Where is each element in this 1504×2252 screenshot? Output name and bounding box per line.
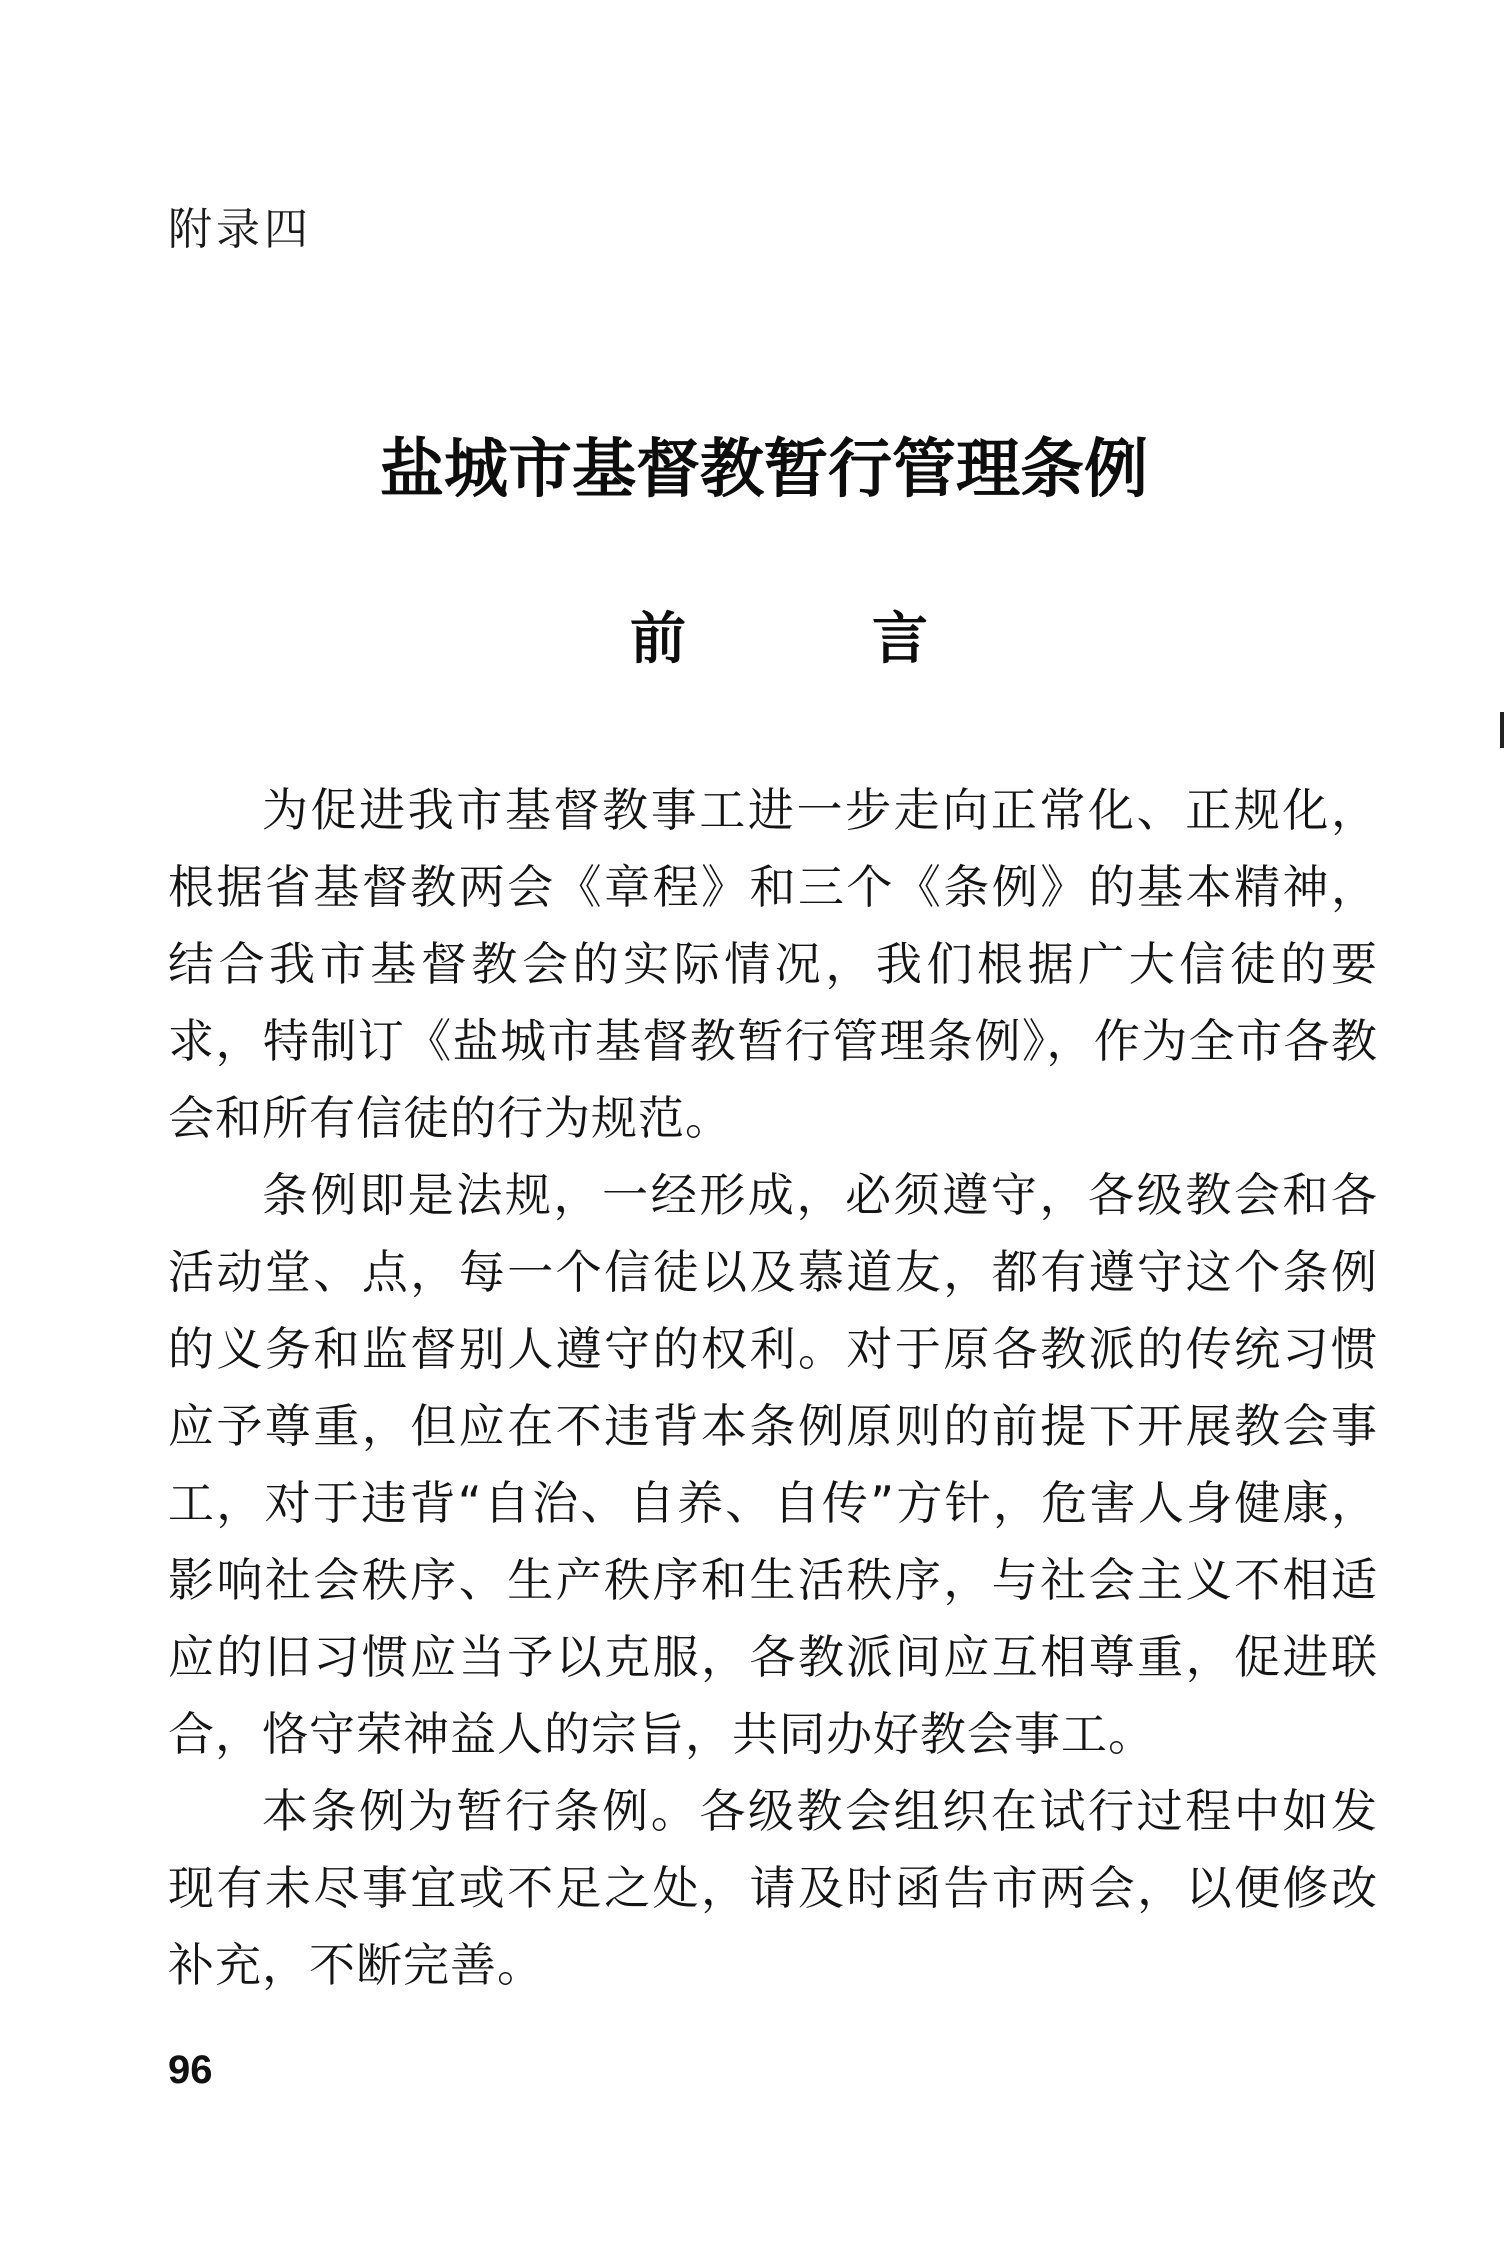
page-number: 96 — [168, 2048, 213, 2092]
paragraph-3: 本条例为暂行条例。各级教会组织在试行过程中如发现有未尽事宜或不足之处，请及时函告市两会，以便修改补充，不断完善。 — [168, 1784, 1378, 1992]
paragraph-1: 为促进我市基督教事工进一步走向正常化、正规化，根据省基督教两会《章程》和三个《条例》的基本精神，结合我市基督教会的实际情况，我们根据广大信徒的要求，特制订《盐城市基督教暂行管理条例》，作为全市各教会和所有信徒的行为规范。 — [168, 783, 1378, 1145]
appendix-label: 附录四 — [168, 204, 312, 255]
scan-edge-mark — [1500, 712, 1504, 748]
section-heading: 前言 — [630, 607, 1114, 672]
paragraph-2: 条例即是法规，一经形成，必须遵守，各级教会和各活动堂、点，每一个信徒以及慕道友，都有遵守这个条例的义务和监督别人遵守的权利。对于原各教派的传统习惯应予尊重，但应在不违背本条例原则的前提下开展教会事工，对于违背“自治、自养、自传”方针，危害人身健康，影响社会秩序、生产秩序和生活秩序，与社会主义不相适应的旧习惯应当予以克服，各教派间应互相尊重，促进联合，恪守荣神益人的宗旨，共同办好教会事工。 — [168, 1168, 1378, 1761]
document-title: 盐城市基督教暂行管理条例 — [380, 433, 1148, 507]
document-body — [168, 772, 1378, 2004]
